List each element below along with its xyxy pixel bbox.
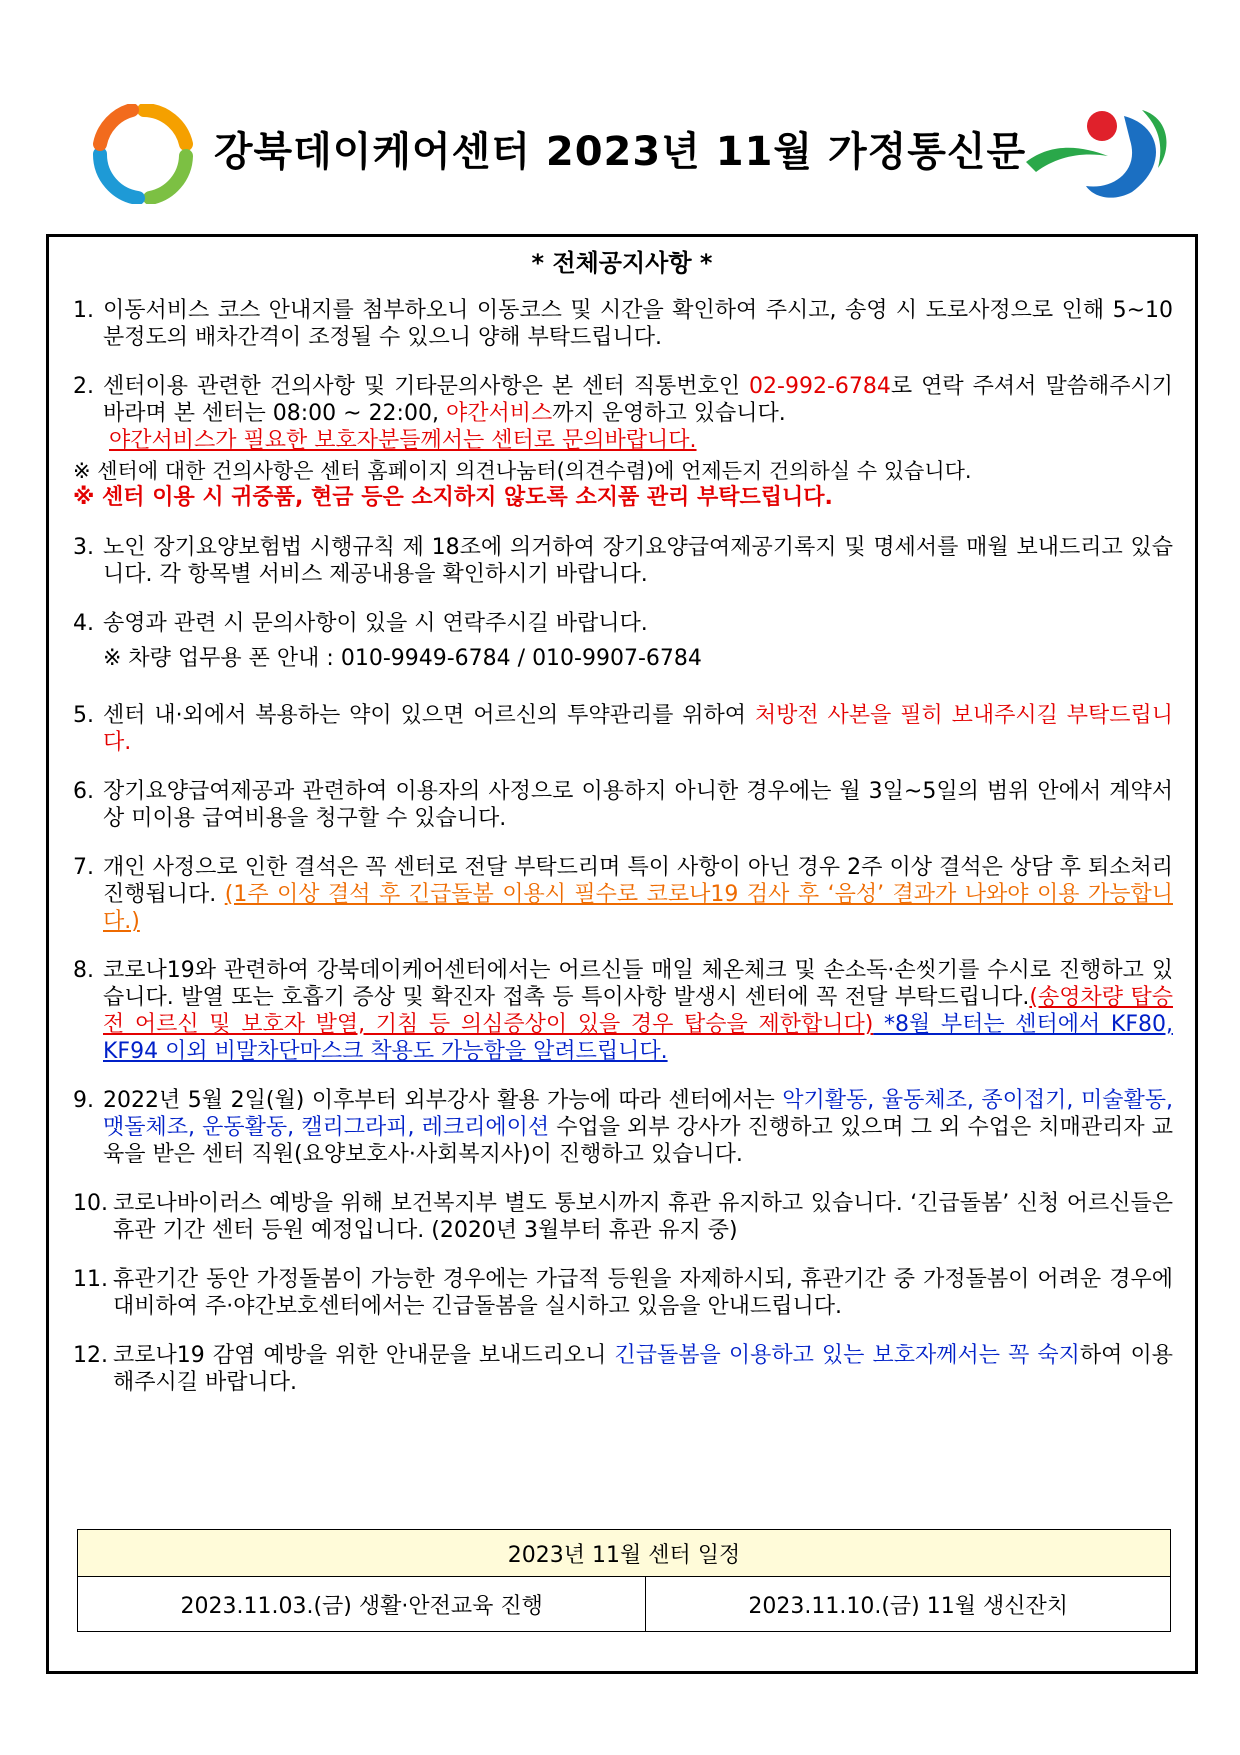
- covid-test-note: (1주 이상 결석 후 긴급돌봄 이용시 필수로 코로나19 검사 후 ‘음성’ 결과가 나와야 이용 가능합니다.): [103, 882, 1173, 934]
- item-text: 센터이용 관련한 건의사항 및 기타문의사항은 본 센터 직통번호인: [103, 374, 750, 399]
- notice-item-6: [73, 778, 1173, 832]
- page-title: 강북데이케어센터 2023년 11월 가정통신문: [213, 129, 1027, 175]
- item-number: 12.: [73, 1343, 108, 1368]
- item-text: 이동서비스 코스 안내지를 첨부하오니 이동코스 및 시간을 확인하여 주시고, 송영 시 도로사정으로 인해 5~10분정도의 배차간격이 조정될 수 있으니 양해 부탁드립니다.: [103, 298, 1173, 350]
- notice-item-4: [73, 610, 1173, 672]
- boarding-restriction-note: (송영차량 탑승전 어르신 및 보호자 발열, 기침 등 의심증상이 있을 경우 탑승을 제한합니다): [103, 985, 1173, 1037]
- item-text: 수업을 외부 강사가 진행하고 있으며 그 외 수업은 치매관리자 교육을 받은 센터 직원(요양보호사·사회복지사)이 진행하고 있습니다.: [103, 1115, 1173, 1167]
- notice-item-12: [73, 1342, 1173, 1396]
- notice-item-7: [73, 854, 1173, 935]
- notice-box: [46, 234, 1198, 1674]
- item-text: 휴관기간 동안 가정돌봄이 가능한 경우에는 가급적 등원을 자제하시되, 휴관기간 중 가정돌봄이 어려운 경우에 대비하여 주·야간보호센터에서는 긴급돌봄을 실시하고 있음을 안내드립니다.: [113, 1267, 1173, 1319]
- item-text: 코로나19와 관련하여 강북데이케어센터에서는 어르신들 매일 체온체크 및 손소독·손씻기를 수시로 진행하고 있습니다. 발열 또는 호흡기 증상 및 확진자 접촉 등 특이사항 발생시 센터에 꼭 전달 부탁드립니다.: [103, 958, 1173, 1010]
- item-text: 코로나바이러스 예방을 위해 보건복지부 별도 통보시까지 휴관 유지하고 있습니다. ‘긴급돌봄’ 신청 어르신들은 휴관 기간 센터 등원 예정입니다. (2020년 3월부터 휴관 유지 중): [113, 1191, 1173, 1243]
- night-service-label: 야간서비스: [445, 401, 553, 426]
- notice-item-11: [73, 1266, 1173, 1320]
- item-text: 하여 이용해주시길 바랍니다.: [113, 1343, 1173, 1395]
- notice-item-9: [73, 1087, 1173, 1168]
- night-service-note: 야간서비스가 필요한 보호자분들께서는 센터로 문의바랍니다.: [109, 428, 697, 453]
- center-phone-number: 02-992-6784: [749, 374, 891, 399]
- item-number: 9.: [73, 1088, 94, 1113]
- schedule-event: 2023.11.10.(금) 11월 생신잔치: [646, 1577, 1171, 1632]
- item-number: 1.: [73, 298, 94, 323]
- gangbuk-district-logo-icon: [1022, 106, 1172, 202]
- item-text: 까지 운영하고 있습니다.: [552, 401, 786, 426]
- item-number: 7.: [73, 855, 94, 880]
- schedule-table: [77, 1529, 1171, 1632]
- valuables-note: ※ 센터 이용 시 귀중품, 현금 등은 소지하지 않도록 소지품 관리 부탁드립니다.: [73, 485, 833, 510]
- item-number: 5.: [73, 703, 94, 728]
- item-number: 11.: [73, 1267, 108, 1292]
- activity-list: 악기활동, 율동체조, 종이접기, 미술활동, 맷돌체조, 운동활동, 캘리그라피, 레크리에이션: [103, 1088, 1173, 1140]
- prescription-note: 처방전 사본을 필히 보내주시길 부탁드립니다.: [103, 703, 1173, 755]
- document-header: [0, 90, 1240, 210]
- item-text: 로 연락 주셔서 말씀해주시기 바라며 본 센터는 08:00 ~ 22:00,: [103, 374, 1173, 426]
- notice-heading: * 전체공지사항 *: [531, 249, 713, 277]
- item-number: 8.: [73, 958, 94, 983]
- notice-item-5: [73, 702, 1173, 756]
- item-number: 4.: [73, 611, 94, 636]
- item-text: 장기요양급여제공과 관련하여 이용자의 사정으로 이용하지 아니한 경우에는 월 3일~5일의 범위 안에서 계약서상 미이용 급여비용을 청구할 수 있습니다.: [103, 779, 1173, 831]
- schedule-event: 2023.11.03.(금) 생활·안전교육 진행: [78, 1577, 646, 1632]
- notice-item-1: [73, 297, 1173, 351]
- suggestion-note: ※ 센터에 대한 건의사항은 센터 홈페이지 의견나눔터(의견수렴)에 언제든지 건의하실 수 있습니다.: [73, 459, 972, 483]
- item-text: 노인 장기요양보험법 시행규칙 제 18조에 의거하여 장기요양급여제공기록지 및 명세서를 매월 보내드리고 있습니다. 각 항목별 서비스 제공내용을 확인하시기 바랍니다.: [103, 535, 1173, 587]
- notice-item-2: [73, 373, 1173, 454]
- notice-item-8: [73, 957, 1173, 1065]
- item-number: 2.: [73, 374, 94, 399]
- notice-item-10: [73, 1190, 1173, 1244]
- item-text: 코로나19 감염 예방을 위한 안내문을 보내드리오니: [113, 1343, 615, 1368]
- notice-list: [73, 297, 1173, 1418]
- item-number: 3.: [73, 535, 94, 560]
- vehicle-phone-note: ※ 차량 업무용 폰 안내 : 010-9949-6784 / 010-9907-6784: [103, 646, 702, 671]
- item-text: 개인 사정으로 인한 결석은 꼭 센터로 전달 부탁드리며 특이 사항이 아닌 경우 2주 이상 결석은 상담 후 퇴소처리 진행됩니다.: [103, 855, 1173, 907]
- schedule-title: 2023년 11월 센터 일정: [78, 1530, 1171, 1577]
- item-number: 10.: [73, 1191, 108, 1216]
- item-text: 센터 내·외에서 복용하는 약이 있으면 어르신의 투약관리를 위하여: [103, 703, 755, 728]
- notice-item-3: [73, 534, 1173, 588]
- item-text: 송영과 관련 시 문의사항이 있을 시 연락주시길 바랍니다.: [103, 611, 648, 636]
- item-number: 6.: [73, 779, 94, 804]
- item-text: 2022년 5월 2일(월) 이후부터 외부강사 활용 가능에 따라 센터에서는: [103, 1088, 783, 1113]
- emergency-care-note: 긴급돌봄을 이용하고 있는 보호자께서는 꼭 숙지: [614, 1343, 1080, 1368]
- mask-note: *8월 부터는 센터에서 KF80, KF94 이외 비말차단마스크 착용도 가능함을 알려드립니다.: [103, 1012, 1173, 1064]
